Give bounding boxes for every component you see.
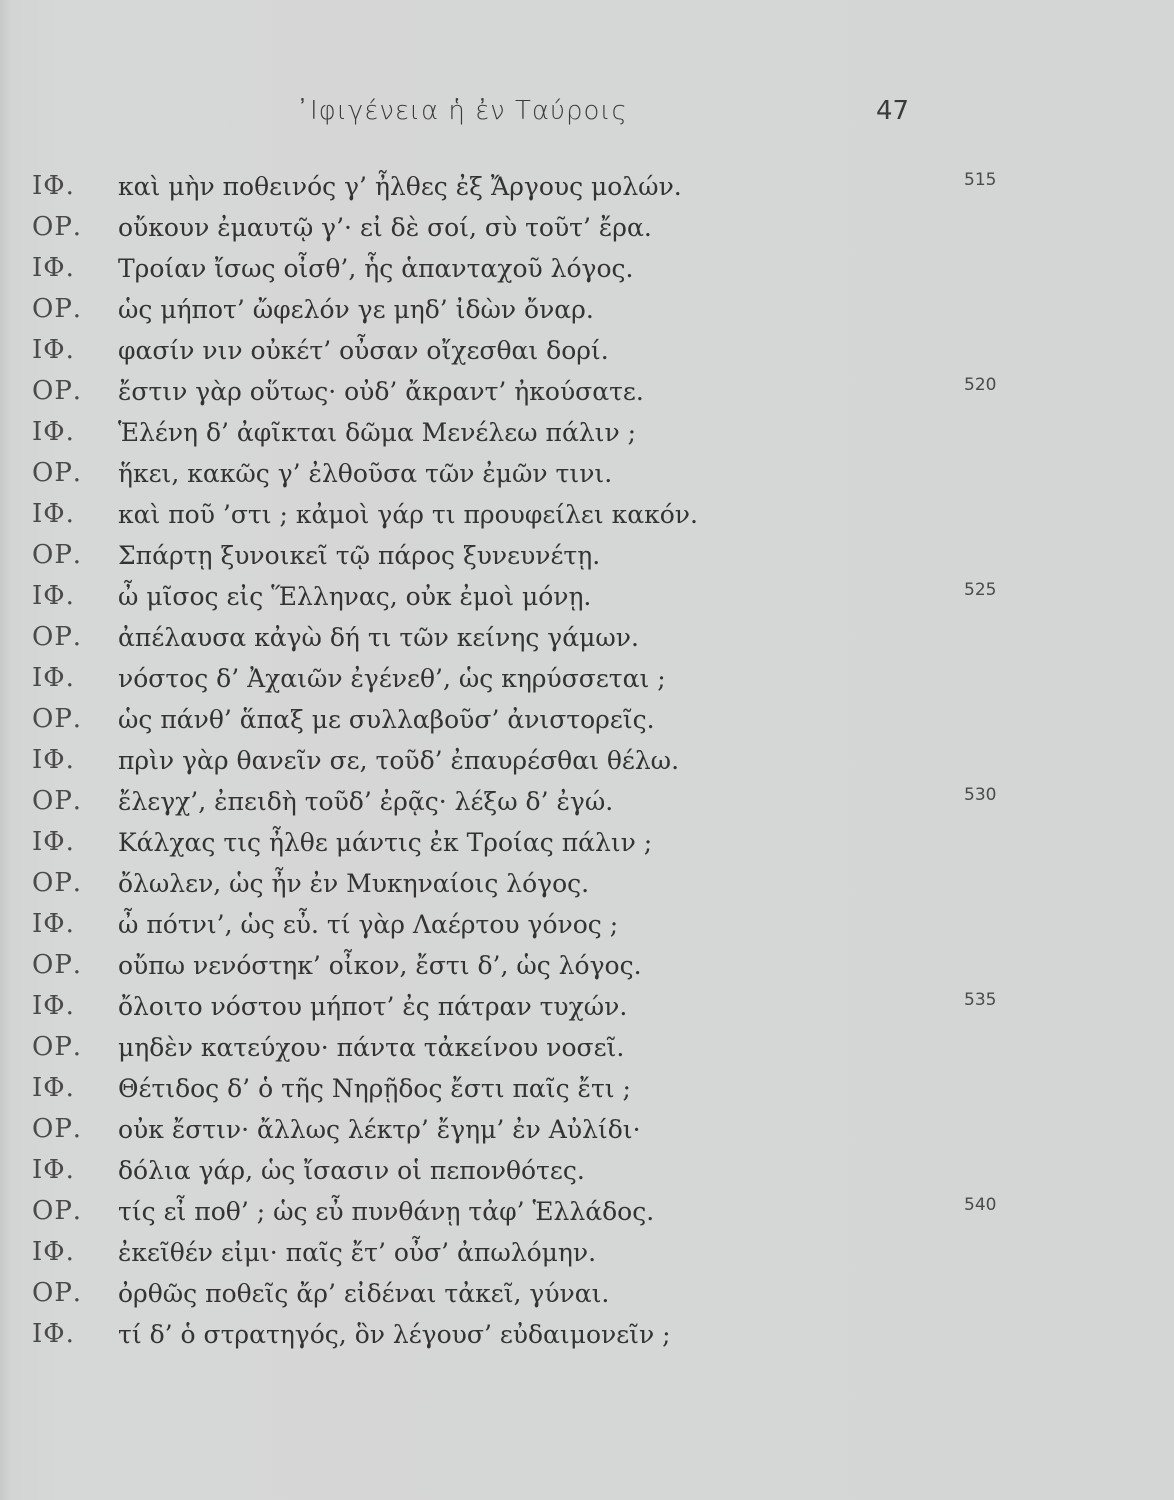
verse-lines — [0, 166, 1174, 1355]
verse-text: τίς εἶ ποθ’ ; ὡς εὖ πυνθάνῃ τἀφ’ Ἑλλάδος. — [118, 1197, 655, 1226]
running-head: ᾿Ιφιγένεια ἡ ἐν Ταύροις — [296, 96, 628, 126]
verse-text: καὶ ποῦ ’στι ; κἀμοὶ γάρ τι προυφείλει κακόν. — [118, 500, 698, 529]
verse-text: ὄλοιτο νόστου μήποτ’ ἐς πάτραν τυχών. — [118, 992, 628, 1021]
verse-text: Θέτιδος δ’ ὁ τῆς Νηρῇδος ἔστι παῖς ἔτι ; — [118, 1074, 631, 1103]
verse-text: Τροίαν ἴσως οἶσθ’, ἧς ἁπανταχοῦ λόγος. — [118, 254, 634, 283]
line-number: 520 — [964, 375, 997, 395]
verse-line — [0, 1191, 1174, 1232]
speaker-label: ΟΡ. — [32, 868, 83, 898]
verse-text: μηδὲν κατεύχου· πάντα τἀκείνου νοσεῖ. — [118, 1033, 625, 1062]
verse-line — [0, 494, 1174, 535]
verse-line — [0, 330, 1174, 371]
speaker-label: ΟΡ. — [32, 1196, 83, 1226]
verse-text: ἔστιν γὰρ οὕτως· οὐδ’ ἄκραντ’ ἠκούσατε. — [118, 377, 644, 406]
verse-text: πρὶν γὰρ θανεῖν σε, τοῦδ’ ἐπαυρέσθαι θέλω. — [118, 746, 680, 775]
verse-line — [0, 1109, 1174, 1150]
speaker-label: ΙΦ. — [32, 663, 75, 693]
verse-text: ὀρθῶς ποθεῖς ἄρ’ εἰδέναι τἀκεῖ, γύναι. — [118, 1279, 610, 1308]
verse-line — [0, 371, 1174, 412]
speaker-label: ΙΦ. — [32, 1155, 75, 1185]
line-number: 535 — [964, 990, 997, 1010]
verse-line — [0, 658, 1174, 699]
verse-line — [0, 904, 1174, 945]
verse-line — [0, 822, 1174, 863]
verse-line — [0, 1273, 1174, 1314]
line-number: 540 — [964, 1195, 997, 1215]
speaker-label: ΟΡ. — [32, 458, 83, 488]
verse-line — [0, 289, 1174, 330]
speaker-label: ΙΦ. — [32, 1073, 75, 1103]
verse-text: Ἑλένη δ’ ἀφῖκται δῶμα Μενέλεω πάλιν ; — [118, 418, 637, 447]
verse-line — [0, 453, 1174, 494]
verse-text: δόλια γάρ, ὡς ἴσασιν οἱ πεπονθότες. — [118, 1156, 585, 1185]
verse-text: τί δ’ ὁ στρατηγός, ὃν λέγουσ’ εὐδαιμονεῖν ; — [118, 1320, 671, 1349]
speaker-label: ΟΡ. — [32, 212, 83, 242]
verse-text: ἔλεγχ’, ἐπειδὴ τοῦδ’ ἐρᾷς· λέξω δ’ ἐγώ. — [118, 787, 614, 816]
speaker-label: ΙΦ. — [32, 581, 75, 611]
verse-text: Κάλχας τις ἦλθε μάντις ἐκ Τροίας πάλιν ; — [118, 828, 653, 857]
verse-line — [0, 1068, 1174, 1109]
verse-line — [0, 986, 1174, 1027]
verse-line — [0, 1027, 1174, 1068]
speaker-label: ΙΦ. — [32, 1319, 75, 1349]
verse-line — [0, 1232, 1174, 1273]
verse-text: οὐκ ἔστιν· ἄλλως λέκτρ’ ἔγημ’ ἐν Αὐλίδι· — [118, 1115, 641, 1144]
speaker-label: ΙΦ. — [32, 253, 75, 283]
line-number: 525 — [964, 580, 997, 600]
speaker-label: ΙΦ. — [32, 171, 75, 201]
verse-line — [0, 576, 1174, 617]
speaker-label: ΟΡ. — [32, 1114, 83, 1144]
verse-text: νόστος δ’ Ἀχαιῶν ἐγένεθ’, ὡς κηρύσσεται ; — [118, 664, 666, 693]
speaker-label: ΟΡ. — [32, 622, 83, 652]
speaker-label: ΙΦ. — [32, 417, 75, 447]
verse-line — [0, 1314, 1174, 1355]
speaker-label: ΟΡ. — [32, 1032, 83, 1062]
verse-text: ὦ μῖσος εἰς Ἕλληνας, οὐκ ἐμοὶ μόνῃ. — [118, 582, 592, 611]
speaker-label: ΟΡ. — [32, 786, 83, 816]
verse-text: ὡς πάνθ’ ἅπαξ με συλλαβοῦσ’ ἀνιστορεῖς. — [118, 705, 655, 734]
verse-text: Σπάρτῃ ξυνοικεῖ τῷ πάρος ξυνευνέτῃ. — [118, 541, 601, 570]
speaker-label: ΙΦ. — [32, 909, 75, 939]
verse-text: φασίν νιν οὐκέτ’ οὖσαν οἴχεσθαι δορί. — [118, 336, 609, 365]
verse-text: ὦ πότνι’, ὡς εὖ. τί γὰρ Λαέρτου γόνος ; — [118, 910, 619, 939]
verse-text: ἐκεῖθέν εἰμι· παῖς ἔτ’ οὖσ’ ἀπωλόμην. — [118, 1238, 597, 1267]
verse-line — [0, 699, 1174, 740]
speaker-label: ΟΡ. — [32, 376, 83, 406]
verse-text: ἀπέλαυσα κἀγὼ δή τι τῶν κείνης γάμων. — [118, 623, 639, 652]
speaker-label: ΙΦ. — [32, 1237, 75, 1267]
verse-line — [0, 617, 1174, 658]
line-number: 515 — [964, 170, 997, 190]
speaker-label: ΙΦ. — [32, 335, 75, 365]
verse-text: ὡς μήποτ’ ὤφελόν γε μηδ’ ἰδὼν ὄναρ. — [118, 295, 594, 324]
speaker-label: ΟΡ. — [32, 294, 83, 324]
verse-line — [0, 535, 1174, 576]
verse-line — [0, 248, 1174, 289]
verse-text: ἥκει, κακῶς γ’ ἐλθοῦσα τῶν ἐμῶν τινι. — [118, 459, 613, 488]
speaker-label: ΙΦ. — [32, 499, 75, 529]
speaker-label: ΙΦ. — [32, 991, 75, 1021]
speaker-label: ΙΦ. — [32, 827, 75, 857]
verse-text: οὔπω νενόστηκ’ οἶκον, ἔστι δ’, ὡς λόγος. — [118, 951, 642, 980]
page-number: 47 — [876, 96, 910, 126]
verse-line — [0, 781, 1174, 822]
verse-line — [0, 1150, 1174, 1191]
speaker-label: ΙΦ. — [32, 745, 75, 775]
verse-line — [0, 945, 1174, 986]
verse-text: καὶ μὴν ποθεινός γ’ ἦλθες ἐξ Ἄργους μολών. — [118, 172, 682, 201]
verse-line — [0, 207, 1174, 248]
speaker-label: ΟΡ. — [32, 704, 83, 734]
verse-line — [0, 166, 1174, 207]
verse-line — [0, 740, 1174, 781]
verse-text: ὄλωλεν, ὡς ἦν ἐν Μυκηναίοις λόγος. — [118, 869, 590, 898]
speaker-label: ΟΡ. — [32, 540, 83, 570]
speaker-label: ΟΡ. — [32, 950, 83, 980]
verse-line — [0, 412, 1174, 453]
line-number: 530 — [964, 785, 997, 805]
verse-line — [0, 863, 1174, 904]
verse-text: οὔκουν ἐμαυτῷ γ’· εἰ δὲ σοί, σὺ τοῦτ’ ἔρα. — [118, 213, 652, 242]
speaker-label: ΟΡ. — [32, 1278, 83, 1308]
